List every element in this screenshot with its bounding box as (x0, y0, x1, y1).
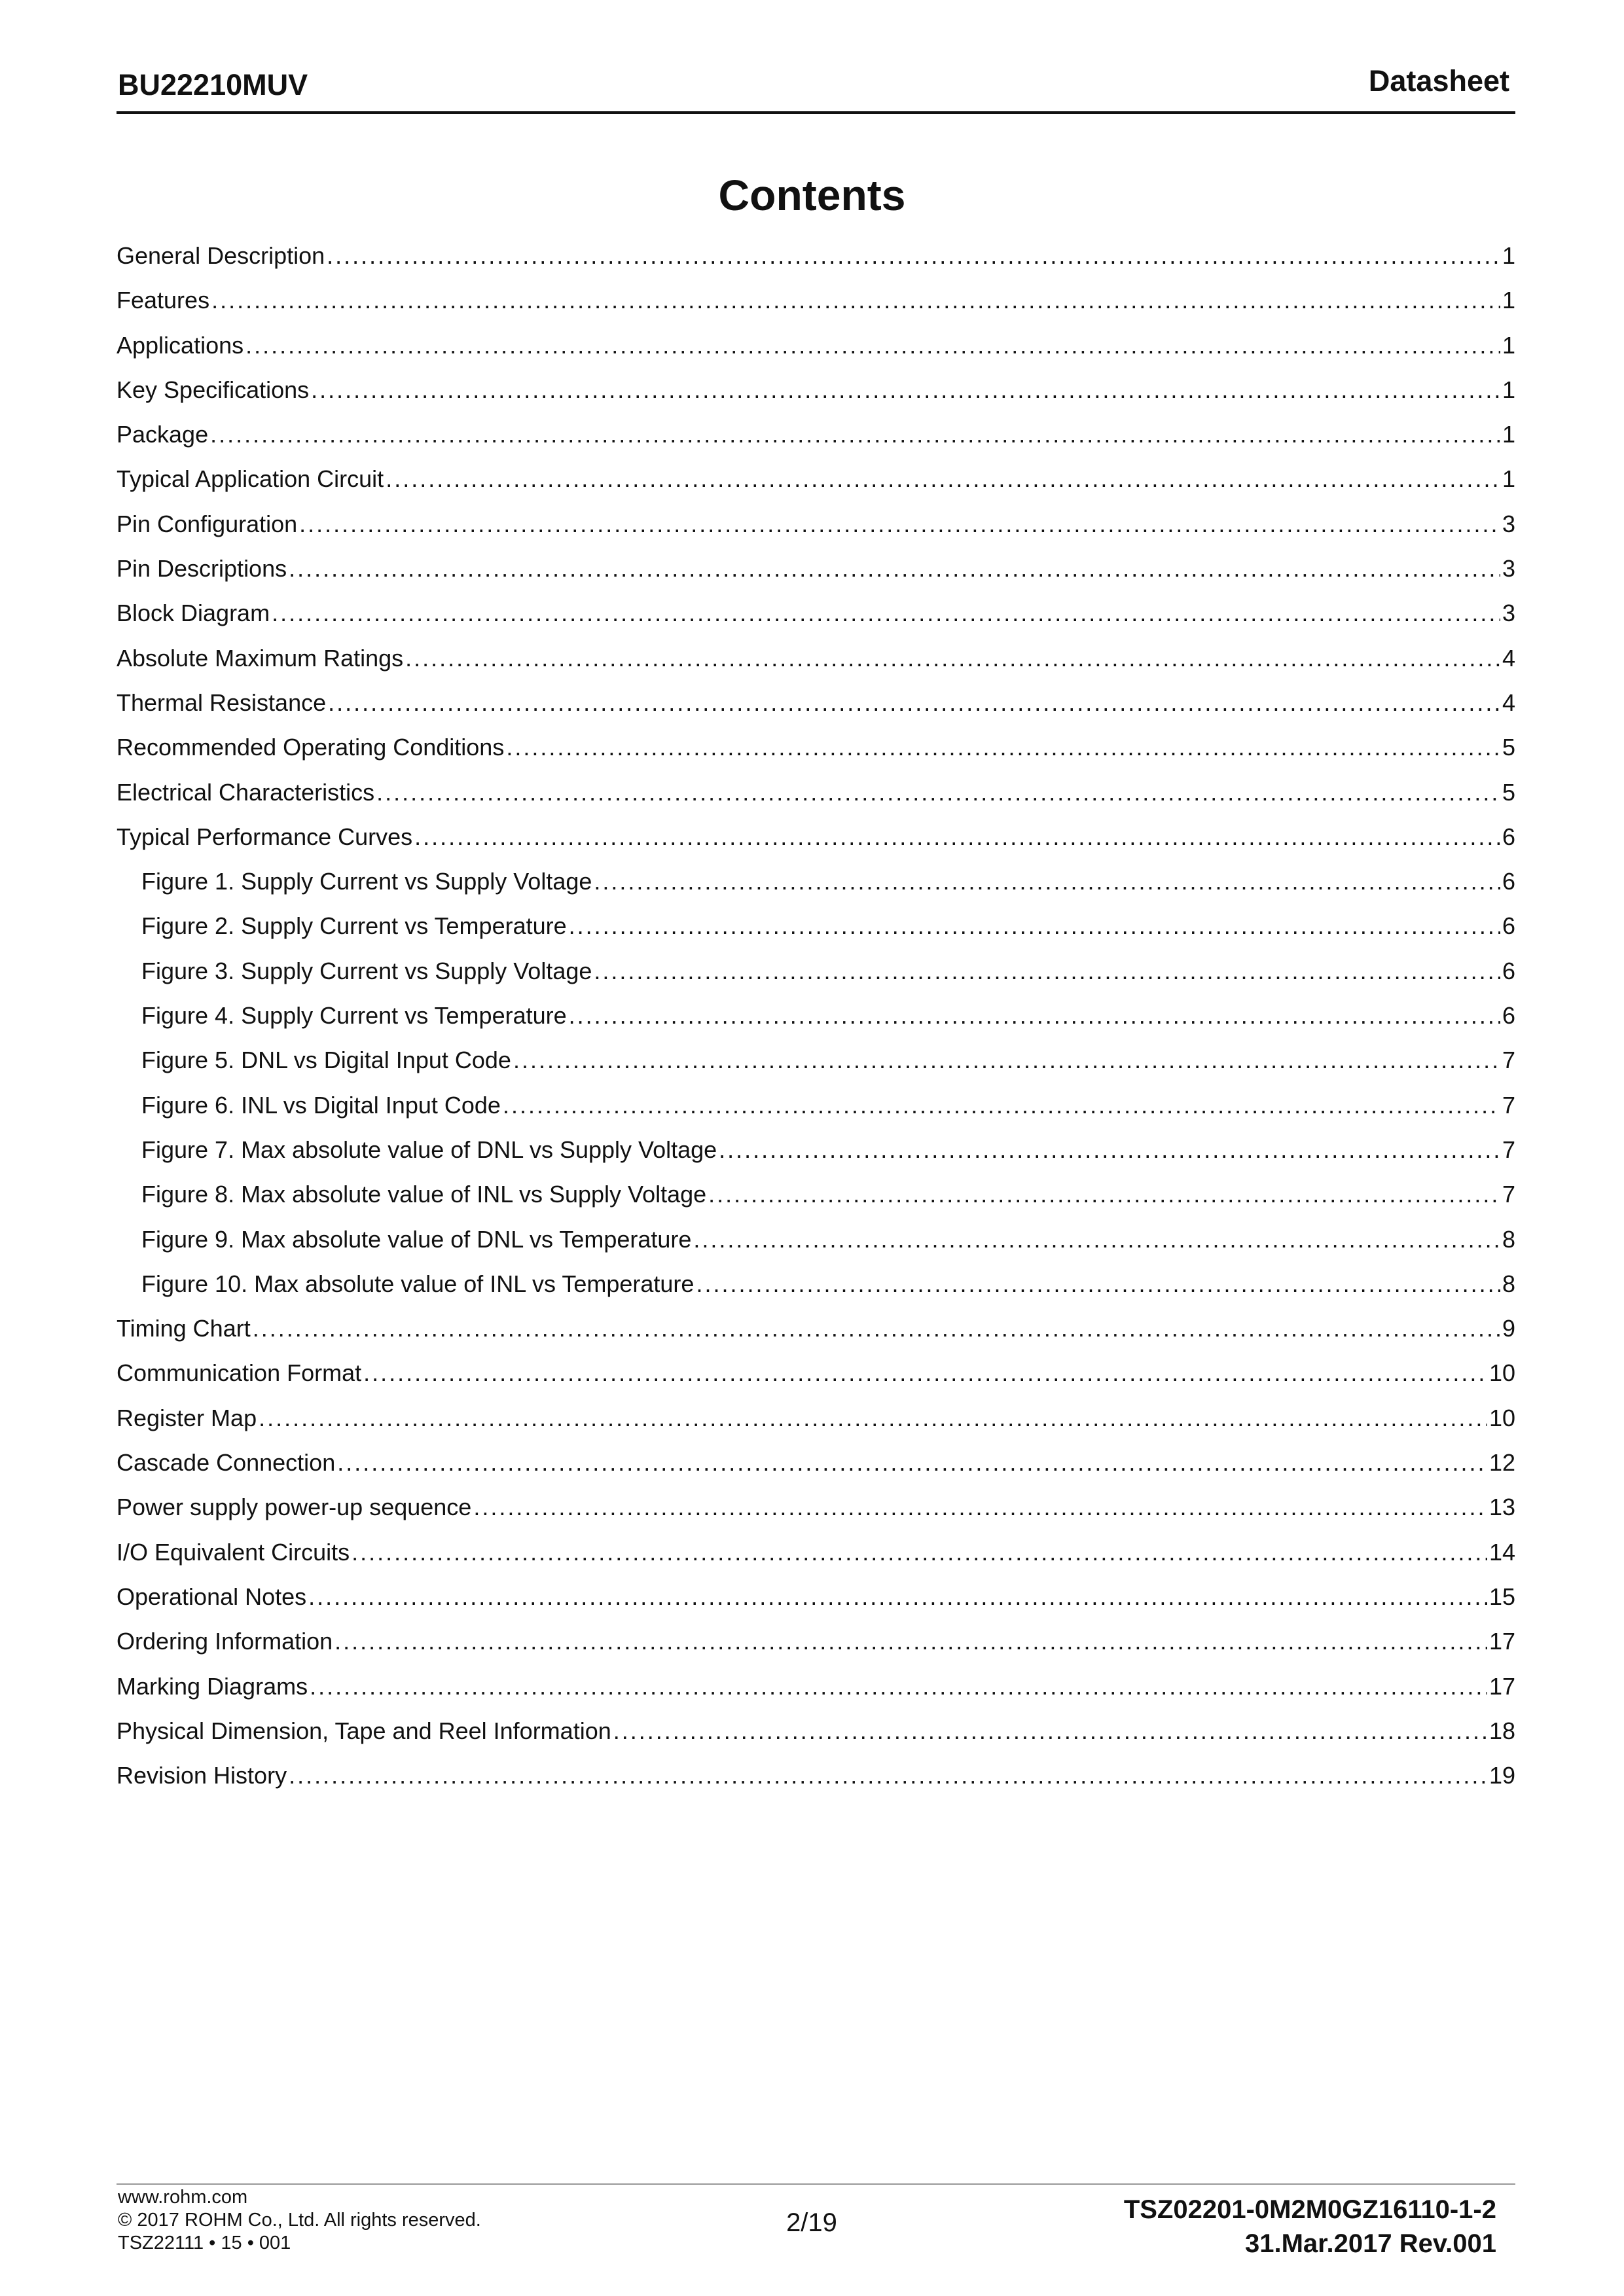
toc-entry[interactable] (117, 1226, 1515, 1270)
toc-leader-dots (308, 1583, 1487, 1611)
toc-leader-dots (594, 868, 1500, 895)
toc-entry-page: 15 (1489, 1583, 1515, 1610)
toc-entry-label: Figure 9. Max absolute value of DNL vs Temperature (141, 1225, 692, 1253)
toc-leader-dots (299, 511, 1500, 538)
toc-leader-dots (513, 1047, 1500, 1074)
toc-entry-page: 6 (1502, 1002, 1515, 1030)
toc-entry-page: 13 (1489, 1494, 1515, 1521)
toc-entry-page: 1 (1502, 331, 1515, 359)
footer-left-block (118, 2186, 481, 2255)
toc-entry[interactable] (117, 1136, 1515, 1181)
toc-entry-label: Figure 6. INL vs Digital Input Code (141, 1091, 501, 1119)
toc-entry[interactable] (117, 555, 1515, 600)
header-divider (117, 111, 1515, 114)
toc-entry-label: Timing Chart (117, 1315, 251, 1342)
toc-entry-page: 10 (1489, 1359, 1515, 1387)
toc-leader-dots (696, 1270, 1500, 1298)
table-of-contents (117, 242, 1515, 1806)
toc-leader-dots (337, 1449, 1487, 1477)
toc-leader-dots (376, 779, 1500, 806)
toc-leader-dots (334, 1628, 1487, 1655)
toc-entry[interactable] (117, 600, 1515, 644)
toc-entry-label: Power supply power-up sequence (117, 1494, 472, 1521)
toc-leader-dots (272, 600, 1500, 627)
toc-entry-label: Thermal Resistance (117, 689, 327, 716)
toc-entry[interactable] (117, 868, 1515, 912)
toc-leader-dots (311, 376, 1500, 404)
toc-entry-label: Features (117, 287, 210, 314)
toc-entry-label: Typical Application Circuit (117, 465, 384, 493)
toc-entry[interactable] (117, 1539, 1515, 1583)
toc-leader-dots (289, 1762, 1487, 1789)
toc-leader-dots (569, 1002, 1500, 1030)
toc-entry-label: Figure 1. Supply Current vs Supply Voltage (141, 868, 592, 895)
toc-entry-label: Block Diagram (117, 600, 270, 627)
toc-entry[interactable] (117, 958, 1515, 1002)
toc-entry-page: 1 (1502, 465, 1515, 493)
toc-entry-label: Figure 10. Max absolute value of INL vs Temperature (141, 1270, 695, 1297)
toc-leader-dots (506, 734, 1500, 761)
toc-entry[interactable] (117, 1315, 1515, 1359)
toc-entry-page: 7 (1502, 1047, 1515, 1074)
toc-entry-label: Typical Performance Curves (117, 823, 413, 850)
toc-entry-page: 17 (1489, 1672, 1515, 1700)
toc-entry-label: Figure 5. DNL vs Digital Input Code (141, 1047, 511, 1074)
toc-entry-label: Operational Notes (117, 1583, 307, 1610)
toc-entry-page: 7 (1502, 1136, 1515, 1163)
toc-entry[interactable] (117, 421, 1515, 465)
toc-entry-page: 7 (1502, 1181, 1515, 1208)
toc-entry[interactable] (117, 1494, 1515, 1538)
toc-entry-page: 1 (1502, 242, 1515, 269)
toc-entry-page: 3 (1502, 555, 1515, 583)
toc-entry-label: Applications (117, 331, 244, 359)
toc-leader-dots (211, 287, 1500, 314)
form-code: TSZ22111 • 15 • 001 (118, 2233, 291, 2253)
toc-leader-dots (473, 1494, 1487, 1521)
toc-leader-dots (253, 1315, 1500, 1342)
toc-entry[interactable] (117, 465, 1515, 510)
website-link[interactable]: www.rohm.com (118, 2187, 248, 2208)
toc-entry-label: Package (117, 421, 209, 448)
toc-entry[interactable] (117, 1405, 1515, 1449)
toc-entry-label: General Description (117, 242, 325, 269)
toc-entry[interactable] (117, 823, 1515, 868)
toc-entry[interactable] (117, 779, 1515, 823)
toc-entry[interactable] (117, 287, 1515, 331)
toc-entry[interactable] (117, 1270, 1515, 1315)
toc-entry[interactable] (117, 689, 1515, 734)
toc-leader-dots (245, 332, 1500, 359)
toc-entry-page: 6 (1502, 823, 1515, 850)
toc-leader-dots (569, 912, 1500, 940)
toc-entry-label: Marking Diagrams (117, 1672, 308, 1700)
toc-entry-page: 4 (1502, 644, 1515, 672)
toc-entry-label: Pin Descriptions (117, 555, 287, 583)
toc-leader-dots (708, 1181, 1500, 1208)
toc-leader-dots (210, 421, 1500, 448)
toc-entry-page: 7 (1502, 1091, 1515, 1119)
toc-entry[interactable] (117, 1181, 1515, 1225)
toc-entry[interactable] (117, 1092, 1515, 1136)
toc-entry-page: 5 (1502, 734, 1515, 761)
page-number: 2/19 (786, 2208, 837, 2237)
toc-entry-label: Cascade Connection (117, 1449, 336, 1477)
toc-entry-label: Figure 8. Max absolute value of INL vs Supply Voltage (141, 1181, 707, 1208)
toc-entry[interactable] (117, 1047, 1515, 1091)
toc-entry-label: Ordering Information (117, 1628, 333, 1655)
toc-entry-label: Key Specifications (117, 376, 310, 403)
toc-leader-dots (613, 1717, 1487, 1745)
toc-entry[interactable] (117, 645, 1515, 689)
toc-entry[interactable] (117, 332, 1515, 376)
toc-entry-label: Electrical Characteristics (117, 778, 375, 806)
toc-leader-dots (289, 555, 1500, 583)
toc-entry-page: 3 (1502, 510, 1515, 537)
toc-leader-dots (259, 1405, 1487, 1432)
toc-entry-label: Register Map (117, 1404, 257, 1431)
toc-entry-page: 1 (1502, 376, 1515, 403)
toc-entry-label: I/O Equivalent Circuits (117, 1538, 350, 1566)
toc-entry-page: 19 (1489, 1762, 1515, 1789)
toc-entry[interactable] (117, 1449, 1515, 1494)
toc-entry[interactable] (117, 376, 1515, 421)
toc-entry-page: 1 (1502, 287, 1515, 314)
toc-entry[interactable] (117, 1359, 1515, 1404)
toc-entry-page: 5 (1502, 778, 1515, 806)
toc-entry[interactable] (117, 912, 1515, 957)
toc-entry-label: Figure 3. Supply Current vs Supply Voltage (141, 957, 592, 984)
toc-entry-page: 18 (1489, 1717, 1515, 1744)
toc-leader-dots (327, 242, 1500, 270)
toc-entry[interactable] (117, 1002, 1515, 1047)
toc-entry[interactable] (117, 511, 1515, 555)
toc-entry-page: 17 (1489, 1628, 1515, 1655)
toc-entry-label: Absolute Maximum Ratings (117, 644, 404, 672)
document-number: TSZ02201-0M2M0GZ16110-1-2 (1123, 2195, 1496, 2224)
toc-leader-dots (352, 1539, 1487, 1566)
toc-leader-dots (503, 1092, 1500, 1119)
toc-entry[interactable] (117, 1673, 1515, 1717)
footer-right-block (1124, 2193, 1496, 2261)
document-type: Datasheet (1368, 64, 1509, 98)
toc-entry-page: 3 (1502, 600, 1515, 627)
toc-entry-label: Revision History (117, 1762, 287, 1789)
toc-entry-page: 14 (1489, 1538, 1515, 1566)
toc-entry-label: Figure 2. Supply Current vs Temperature (141, 912, 567, 940)
toc-entry-page: 9 (1502, 1315, 1515, 1342)
toc-entry[interactable] (117, 734, 1515, 778)
part-number: BU22210MUV (118, 68, 308, 101)
date-revision: 31.Mar.2017 Rev.001 (1244, 2229, 1496, 2258)
toc-entry-page: 6 (1502, 912, 1515, 940)
toc-entry[interactable] (117, 1717, 1515, 1762)
toc-leader-dots (719, 1136, 1500, 1164)
toc-entry-label: Figure 4. Supply Current vs Temperature (141, 1002, 567, 1030)
toc-entry[interactable] (117, 1583, 1515, 1628)
footer-divider (117, 2183, 1515, 2185)
toc-entry-page: 4 (1502, 689, 1515, 716)
toc-entry[interactable] (117, 1762, 1515, 1806)
page-title: Contents (718, 171, 906, 219)
toc-entry-page: 6 (1502, 957, 1515, 984)
toc-entry-page: 10 (1489, 1404, 1515, 1431)
toc-entry-page: 6 (1502, 868, 1515, 895)
toc-entry-page: 8 (1502, 1225, 1515, 1253)
toc-entry-page: 1 (1502, 421, 1515, 448)
toc-entry-page: 12 (1489, 1449, 1515, 1477)
toc-leader-dots (414, 823, 1500, 851)
toc-leader-dots (363, 1359, 1487, 1387)
toc-leader-dots (310, 1673, 1487, 1700)
toc-entry-label: Recommended Operating Conditions (117, 734, 505, 761)
toc-leader-dots (386, 465, 1500, 493)
toc-leader-dots (405, 645, 1500, 672)
toc-entry[interactable] (117, 1628, 1515, 1672)
toc-leader-dots (328, 689, 1500, 717)
toc-entry-label: Pin Configuration (117, 510, 298, 537)
toc-entry-label: Communication Format (117, 1359, 362, 1387)
toc-entry-page: 8 (1502, 1270, 1515, 1297)
toc-entry-label: Figure 7. Max absolute value of DNL vs Supply Voltage (141, 1136, 717, 1163)
toc-entry[interactable] (117, 242, 1515, 287)
toc-entry-label: Physical Dimension, Tape and Reel Information (117, 1717, 611, 1744)
copyright-text: © 2017 ROHM Co., Ltd. All rights reserved. (118, 2210, 481, 2231)
toc-leader-dots (693, 1226, 1500, 1253)
toc-leader-dots (594, 958, 1500, 985)
